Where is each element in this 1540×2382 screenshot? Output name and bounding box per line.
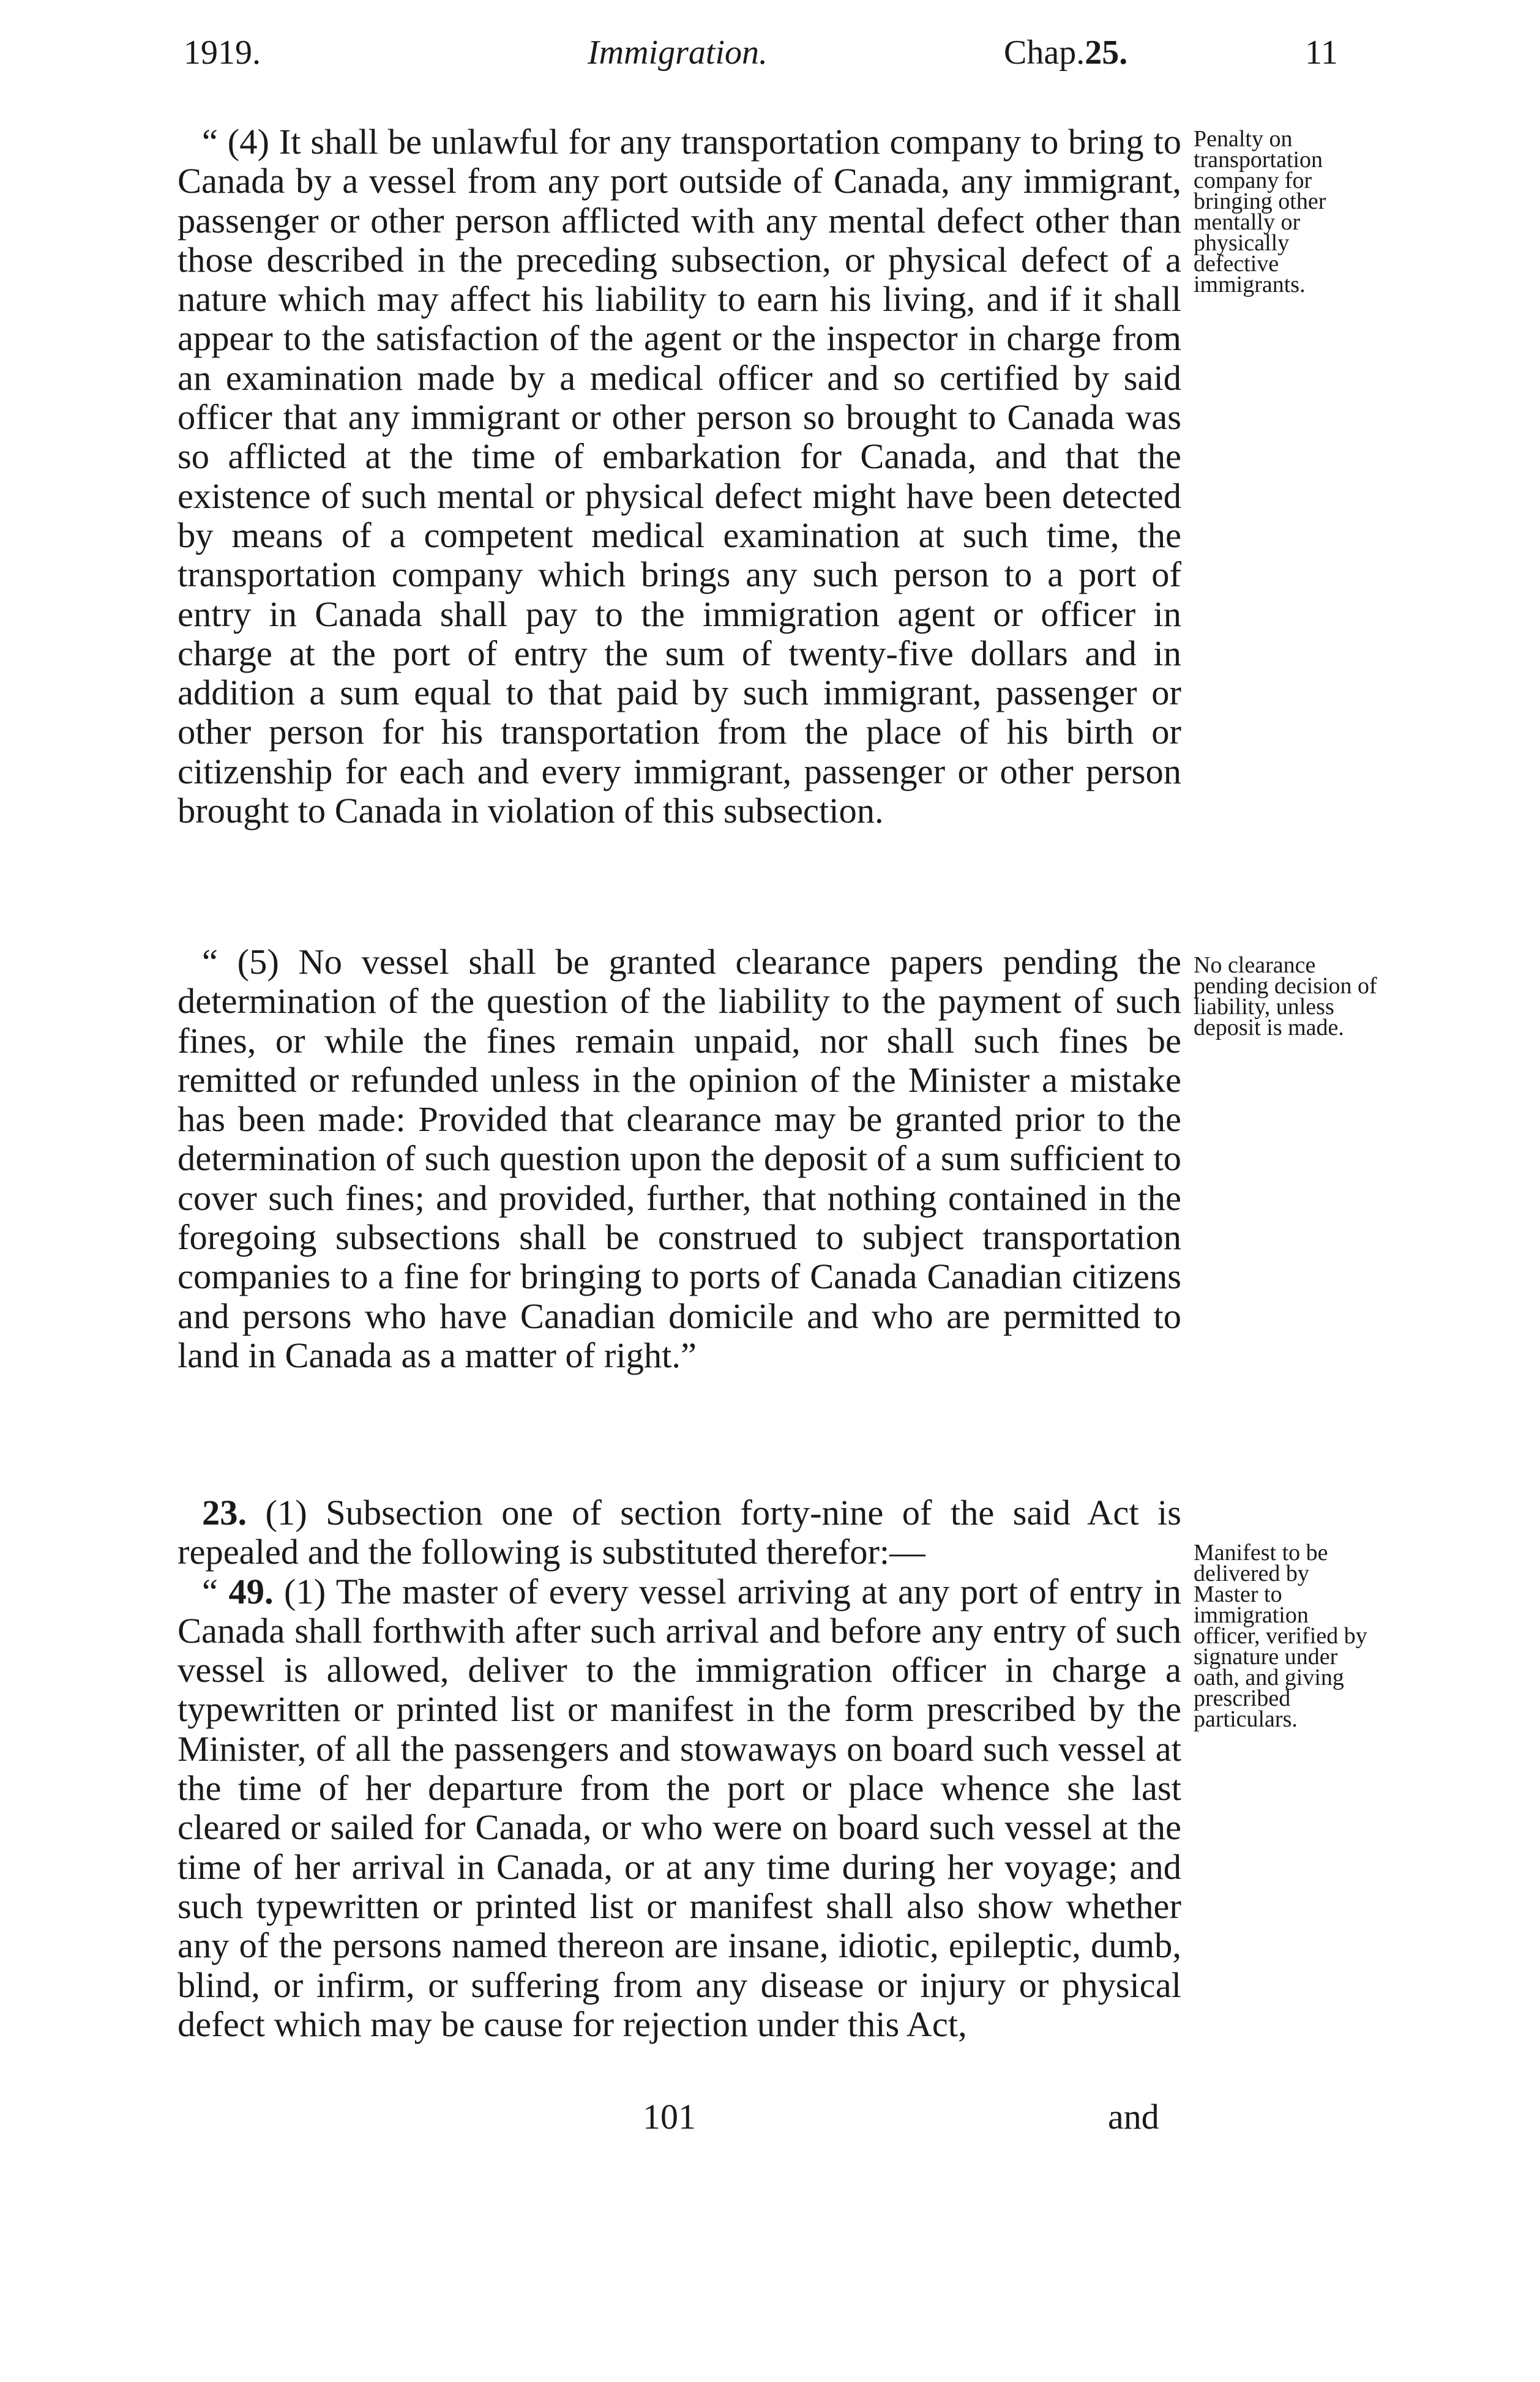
margin-note-clearance: No clearance pending decision of liability, unless deposit is made. (1194, 952, 1377, 1040)
section-23-block (178, 1493, 1181, 2044)
section-23-number: 23. (202, 1493, 247, 1533)
footer-folio: 101 (643, 2097, 696, 2137)
section-49-open-quote: “ (202, 1571, 229, 1611)
margin-note-manifest: Manifest to be delivered by Master to immigration officer, verified by signature under oath, and giving prescribed particulars. (1194, 1540, 1367, 1732)
header-year: 1919. (184, 34, 261, 72)
subsection-4 (178, 122, 1181, 831)
section-49-number: 49. (228, 1571, 274, 1611)
section-49 (178, 1572, 1181, 2045)
section-49-text: (1) The master of every vessel arriving at any port of entry in Canada shall forthwith after such arrival and before any entry of such vessel is allowed, deliver to the immigration officer in charge a typewritten or printed list or manifest in the form prescribed by the Minister, of all the passengers and stowaways on board such vessel at the time of her departure from the port or place whence she last cleared or sailed for Canada, or who were on board such vessel at the time of her arrival in Canada, or at any time during her voyage; and such typewritten or printed list or manifest shall also show whether any of the persons named thereon are insane, idiotic, epileptic, dumb, blind, or infirm, or suffering from any disease or injury or physical defect which may be cause for rejection under this Act, (178, 1571, 1181, 2044)
subsection-5-text: “ (5) No vessel shall be granted clearance papers pending the determination of the question of the liability to the payment of such fines, or while the fines remain unpaid, nor shall such fines be remitted or refunded unless in the opinion of the Minister a mistake has been made: Provided that clearance may be granted prior to the determination of such question upon the deposit of a sum sufficient to cover such fines; and provided, further, that nothing contained in the foregoing subsections shall be construed to subject transportation companies to a fine for bringing to ports of Canada Canadian citizens and persons who have Canadian domicile and who are permitted to land in Canada as a matter of right.” (178, 942, 1181, 1375)
header-chapter (1004, 35, 1127, 70)
subsection-4-text: “ (4) It shall be unlawful for any transportation company to bring to Canada by a vessel from any port outside of Canada, any immigrant, passenger or other person afflicted with any mental defect other than those described in the preceding subsection, or physical defect of a nature which may affect his liability to earn his living, and if it shall appear to the satisfaction of the agent or the inspector in charge from an examination made by a medical officer and so certified by said officer that any immigrant or other person so brought to Canada was so afflicted at the time of embarkation for Canada, and that the existence of such mental or physical defect might have been detected by means of a competent medical examination at such time, the transportation company which brings any such person to a port of entry in Canada shall pay to the immigration agent or officer in charge at the port of entry the sum of twenty-five dollars and in addition a sum equal to that paid by such immigrant, passenger or other person for his transportation from the place of his birth or citizenship for each and every immigrant, passenger or other person brought to Canada in violation of this subsection. (178, 122, 1181, 831)
section-23 (178, 1493, 1181, 1572)
margin-note-penalty: Penalty on transportation company for bringing other mentally or physically defective immigrants. (1194, 126, 1326, 297)
header-title: Immigration. (588, 34, 768, 72)
section-23-text: (1) Subsection one of section forty-nine of the said Act is repealed and the following is substituted therefor:— (178, 1493, 1181, 1572)
subsection-5 (178, 943, 1181, 1375)
header-page-number: 11 (1305, 34, 1338, 72)
footer-catchword: and (1108, 2097, 1159, 2137)
header-chapter-label: Chap. (1004, 34, 1085, 72)
header-chapter-number: 25. (1085, 34, 1128, 72)
